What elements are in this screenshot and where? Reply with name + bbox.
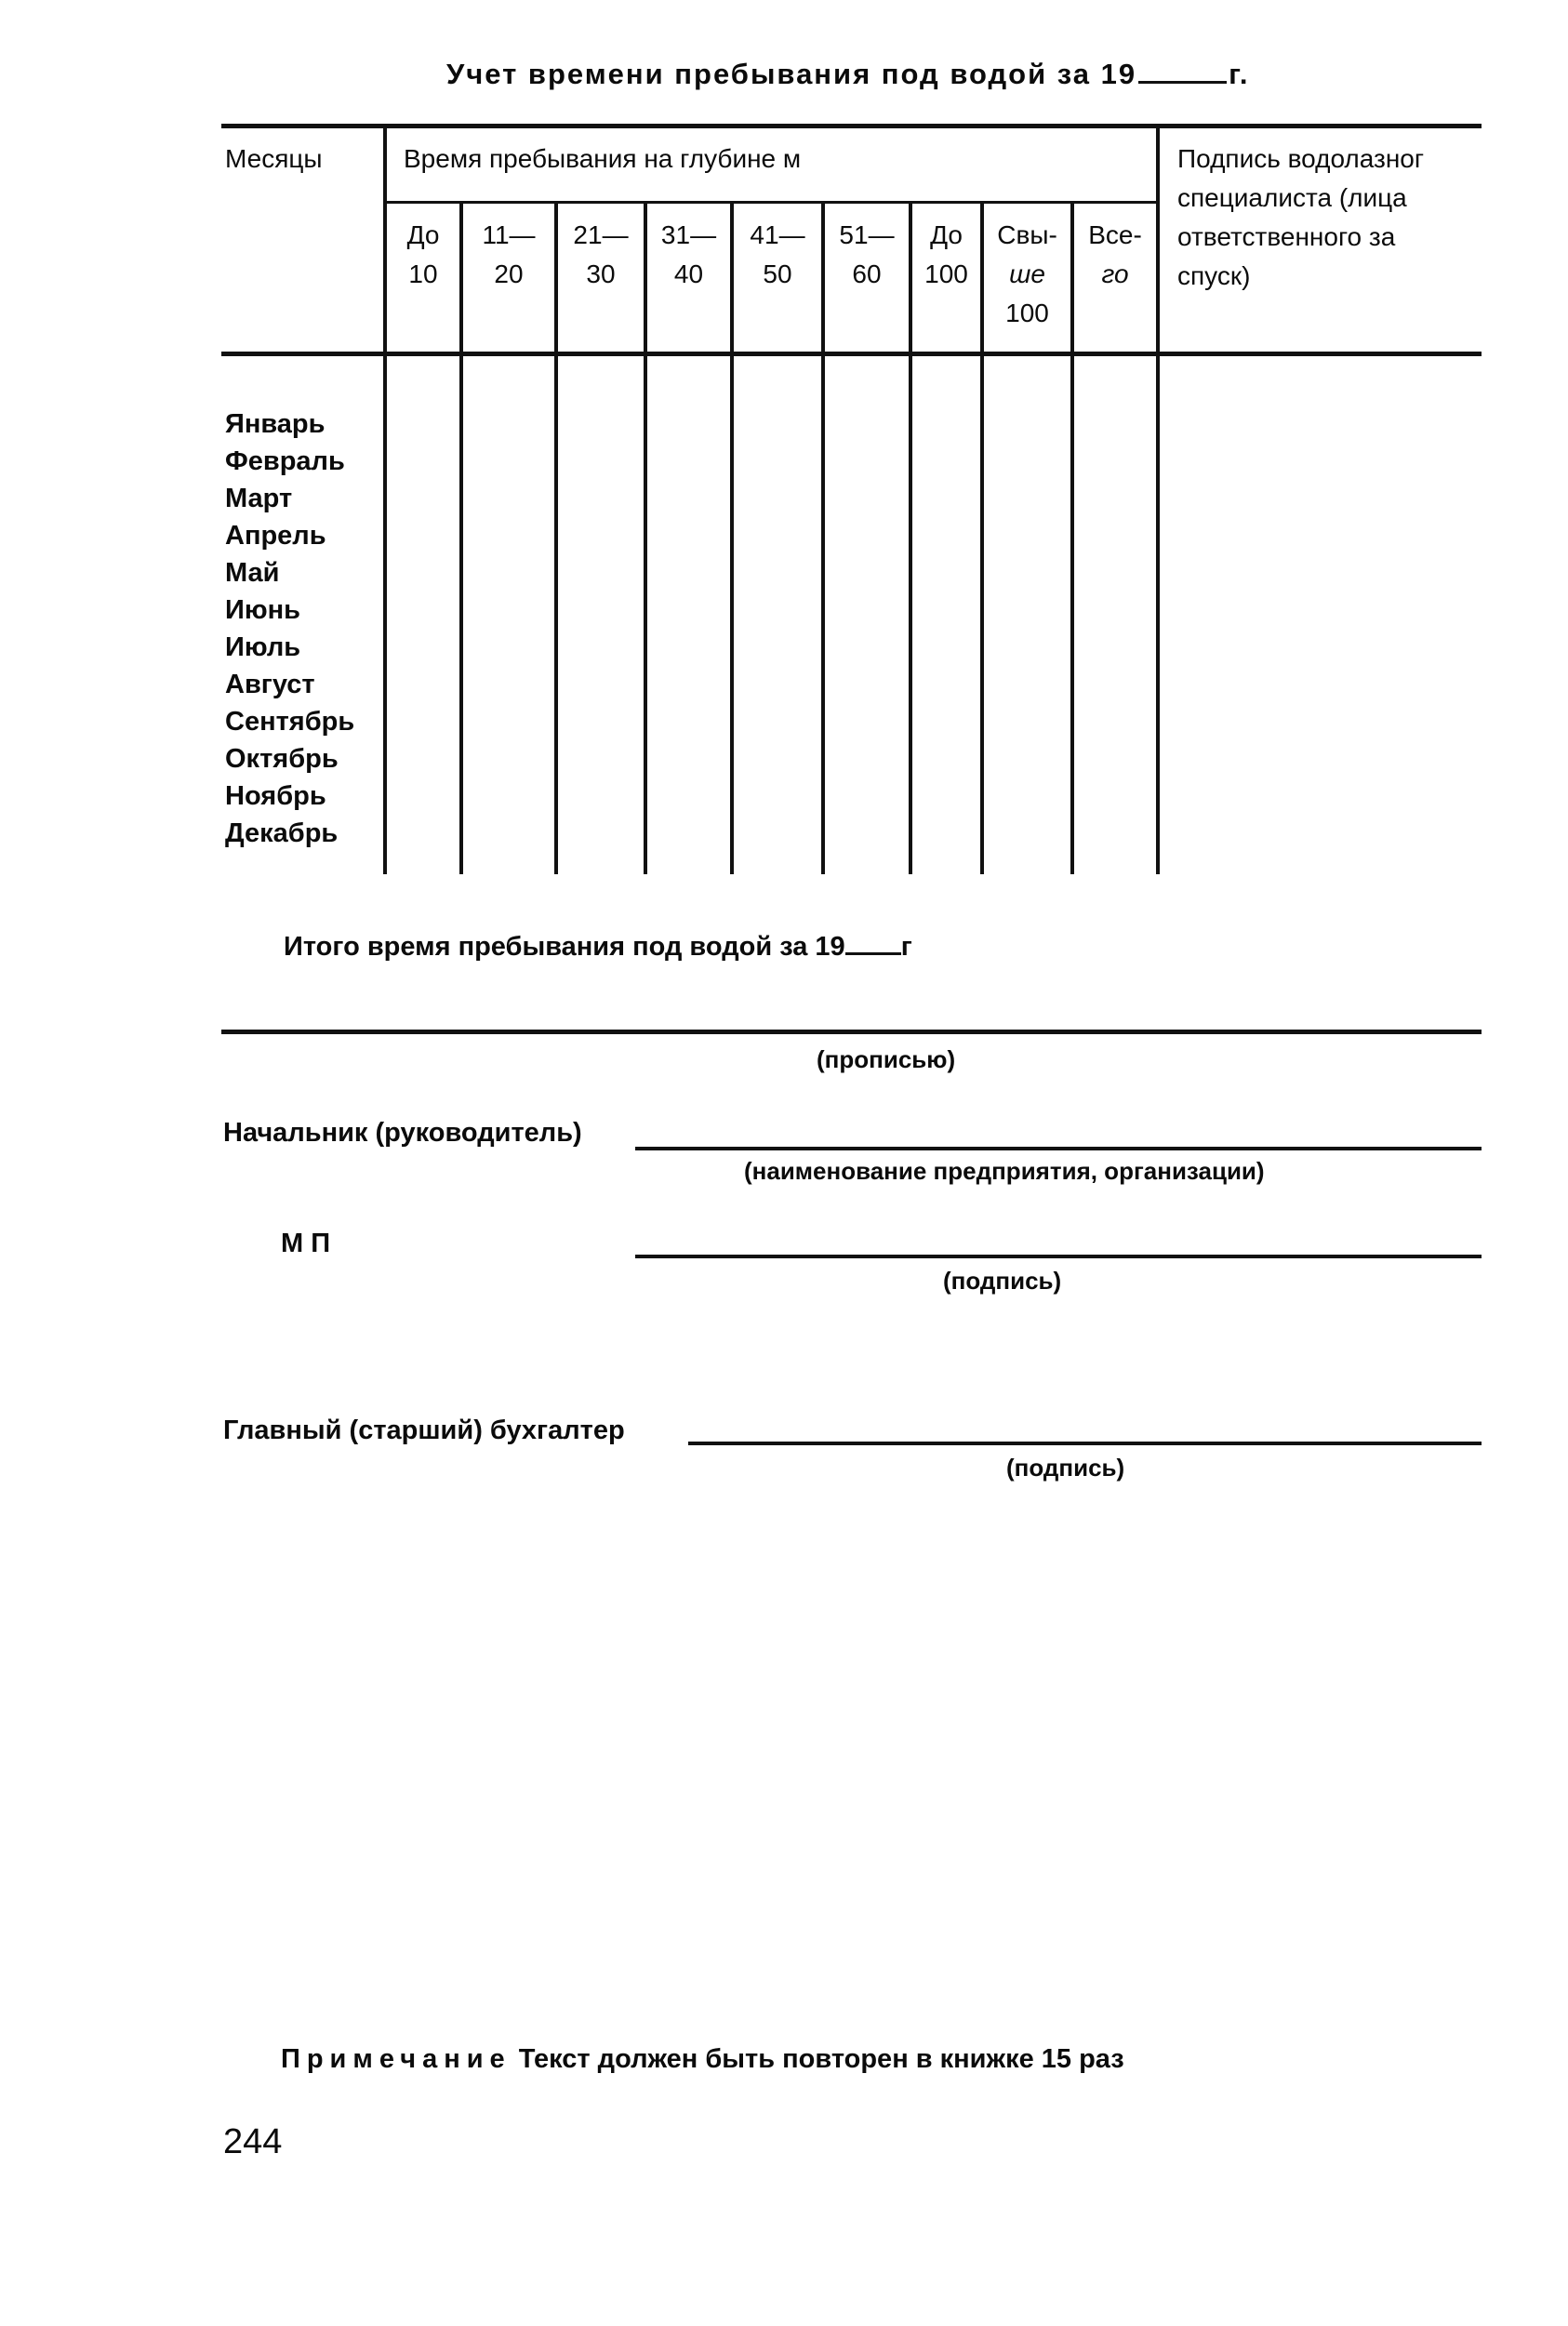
depth-col-3-line-2: 30 bbox=[586, 259, 616, 288]
signature-line-1 bbox=[635, 1255, 1482, 1258]
label-head: Начальник (руководитель) bbox=[223, 1118, 582, 1148]
depth-col-6-line-2: 60 bbox=[852, 259, 882, 288]
col-line-7 bbox=[909, 203, 912, 874]
month-december: Декабрь bbox=[225, 818, 339, 848]
depth-col-9-line-2: го bbox=[1101, 259, 1129, 288]
depth-col-5 bbox=[734, 216, 821, 294]
depth-col-8-line-2: ше bbox=[1009, 259, 1045, 288]
month-february: Февраль bbox=[225, 446, 345, 476]
header-months: Месяцы bbox=[225, 144, 323, 173]
depth-col-2-line-2: 20 bbox=[494, 259, 524, 288]
signature-line-2 bbox=[688, 1442, 1482, 1445]
form-title-text: Учет времени пребывания под водой за 19 bbox=[446, 58, 1137, 90]
total-year-blank bbox=[845, 934, 901, 955]
depth-col-2 bbox=[463, 216, 554, 294]
month-june: Июнь bbox=[225, 595, 300, 625]
depth-col-7-line-2: 100 bbox=[924, 259, 968, 288]
header-signature-line-4: спуск) bbox=[1177, 261, 1251, 290]
depth-col-1-line-2: 10 bbox=[408, 259, 438, 288]
depth-col-9 bbox=[1074, 216, 1156, 294]
depth-col-4 bbox=[647, 216, 730, 294]
col-line-2 bbox=[459, 203, 463, 874]
page-number: 244 bbox=[223, 2122, 283, 2161]
month-october: Октябрь bbox=[225, 744, 339, 774]
month-july: Июль bbox=[225, 632, 301, 662]
caption-signature-2: (подпись) bbox=[1006, 1454, 1125, 1482]
col-line-10 bbox=[1156, 128, 1160, 874]
total-text: Итого время пребывания под водой за 19 bbox=[284, 932, 845, 962]
depth-col-7-line-1: До bbox=[930, 220, 963, 249]
header-signature bbox=[1177, 140, 1424, 296]
month-may: Май bbox=[225, 558, 280, 588]
depth-col-6-line-1: 51— bbox=[839, 220, 895, 249]
depth-group-rule bbox=[385, 201, 1159, 204]
col-line-4 bbox=[644, 203, 647, 874]
label-stamp: М П bbox=[281, 1229, 331, 1258]
in-words-line bbox=[221, 1030, 1482, 1034]
depth-col-8-line-1: Свы- bbox=[997, 220, 1057, 249]
total-suffix: г bbox=[900, 932, 912, 962]
depth-col-7 bbox=[912, 216, 980, 294]
month-august: Август bbox=[225, 670, 315, 699]
depth-col-5-line-2: 50 bbox=[763, 259, 792, 288]
col-line-6 bbox=[821, 203, 825, 874]
month-november: Ноябрь bbox=[225, 781, 326, 811]
depth-col-9-line-1: Все- bbox=[1088, 220, 1142, 249]
depth-col-6 bbox=[825, 216, 909, 294]
total-line bbox=[284, 932, 912, 963]
month-april: Апрель bbox=[225, 521, 326, 551]
head-line bbox=[635, 1147, 1482, 1150]
depth-col-3 bbox=[558, 216, 644, 294]
depth-col-1-line-1: До bbox=[406, 220, 440, 249]
col-line-5 bbox=[730, 203, 734, 874]
form-title-suffix: г. bbox=[1229, 58, 1250, 90]
form-title bbox=[446, 58, 1250, 91]
col-line-3 bbox=[554, 203, 558, 874]
note-text: Текст должен быть повторен в книжке 15 раз bbox=[518, 2044, 1124, 2074]
note-label: Примечание bbox=[281, 2044, 512, 2074]
header-depth-group: Время пребывания на глубине м bbox=[404, 144, 802, 173]
header-signature-line-3: ответственного за bbox=[1177, 222, 1396, 251]
month-march: Март bbox=[225, 484, 293, 513]
caption-signature-1: (подпись) bbox=[943, 1267, 1062, 1295]
depth-col-5-line-1: 41— bbox=[750, 220, 805, 249]
depth-col-4-line-2: 40 bbox=[673, 259, 704, 288]
depth-col-1 bbox=[387, 216, 459, 294]
month-january: Январь bbox=[225, 409, 326, 439]
caption-org-name: (наименование предприятия, организации) bbox=[744, 1157, 1265, 1185]
header-signature-line-2: специалиста (лица bbox=[1177, 183, 1407, 212]
col-line-9 bbox=[1070, 203, 1074, 874]
month-september: Сентябрь bbox=[225, 707, 355, 737]
header-signature-line-1: Подпись водолазног bbox=[1177, 144, 1425, 173]
year-blank bbox=[1138, 60, 1227, 84]
table-top-rule bbox=[221, 124, 1482, 128]
depth-col-2-line-1: 11— bbox=[482, 220, 536, 249]
caption-in-words: (прописью) bbox=[817, 1045, 956, 1073]
depth-col-4-line-1: 31— bbox=[660, 220, 717, 249]
label-accountant: Главный (старший) бухгалтер bbox=[223, 1416, 625, 1445]
table-header-rule bbox=[221, 352, 1482, 356]
note bbox=[281, 2044, 1124, 2075]
depth-col-8 bbox=[984, 216, 1070, 333]
depth-col-3-line-1: 21— bbox=[573, 220, 629, 249]
depth-col-8-line-3: 100 bbox=[1005, 299, 1049, 327]
